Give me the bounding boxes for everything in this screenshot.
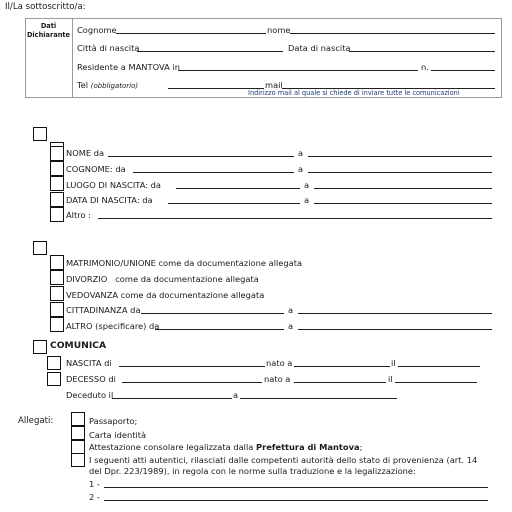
cognome-a-field[interactable] <box>308 172 492 173</box>
matrimonio-checkbox[interactable] <box>50 255 64 270</box>
deceduto-label: Deceduto il <box>66 390 114 400</box>
intro-text: Il/La sottoscritto/a: <box>5 2 86 12</box>
altro-label: Altro : <box>66 210 91 220</box>
nascita-nato-label: nato a <box>266 358 293 368</box>
nome-da-label: NOME da <box>66 148 105 158</box>
deceduto-a-label: a <box>233 390 239 400</box>
cognome-da-field[interactable] <box>133 172 294 173</box>
nome-da-field[interactable] <box>108 156 294 157</box>
luogo-da-label: LUOGO DI NASCITA: da <box>66 180 162 190</box>
comunica-title: COMUNICA <box>50 340 107 351</box>
cittadinanza-checkbox[interactable] <box>50 302 64 317</box>
tel-label <box>77 80 138 91</box>
citta-nascita-label: Città di nascita <box>77 43 140 53</box>
cittadinanza-da-field[interactable] <box>141 313 284 314</box>
nome-label: nome <box>267 25 291 35</box>
data-checkbox[interactable] <box>50 192 64 207</box>
section1-checkbox[interactable] <box>33 127 47 141</box>
cittadinanza-da-label: CITTADINANZA da <box>66 305 141 315</box>
altro2-da-label: ALTRO (specificare) da <box>66 321 160 331</box>
decesso-checkbox[interactable] <box>47 372 61 386</box>
numero-field[interactable] <box>431 70 495 71</box>
vedovanza-checkbox[interactable] <box>50 286 64 301</box>
altro2-checkbox[interactable] <box>50 317 64 332</box>
divorzio-label: DIVORZIO come da documentazione allegata <box>66 274 259 284</box>
dichiarante-divider <box>72 18 73 98</box>
cittadinanza-a-field[interactable] <box>298 313 492 314</box>
cognome-checkbox[interactable] <box>50 161 64 176</box>
cognome-a-label: a <box>298 164 304 174</box>
nascita-il-label: il <box>391 358 396 368</box>
citta-nascita-field[interactable] <box>137 51 283 52</box>
nascita-nato-field[interactable] <box>294 366 390 367</box>
cognome-label: Cognome <box>77 25 117 35</box>
deceduto-a-field[interactable] <box>240 398 397 399</box>
cognome-da-label: COGNOME: da <box>66 164 126 174</box>
passaporto-label: Passaporto; <box>89 416 138 426</box>
altro-field[interactable] <box>98 218 492 219</box>
divorzio-checkbox[interactable] <box>50 270 64 285</box>
luogo-checkbox[interactable] <box>50 176 64 191</box>
vedovanza-label: VEDOVANZA come da documentazione allegata <box>66 290 265 300</box>
mail-note: Indirizzo mail al quale si chiede di inviare tutte le comunicazioni <box>248 89 460 97</box>
atti-autentici-checkbox[interactable] <box>71 453 85 467</box>
luogo-a-label: a <box>304 180 310 190</box>
nascita-il-field[interactable] <box>398 366 480 367</box>
data-nascita-label: Data di nascita <box>288 43 351 53</box>
carta-identita-checkbox[interactable] <box>71 426 85 440</box>
decesso-nato-field[interactable] <box>294 382 386 383</box>
decesso-nato-label: nato a <box>264 374 291 384</box>
dichiarante-heading-line2: Dichiarante <box>26 31 71 39</box>
cittadinanza-a-label: a <box>288 305 294 315</box>
comunica-checkbox[interactable] <box>33 340 47 354</box>
numero-label: n. <box>421 62 429 72</box>
data-a-label: a <box>304 195 310 205</box>
deceduto-il-field[interactable] <box>112 398 232 399</box>
atti-autentici-line2: del Dpr. 223/1989), in regola con le norme sulla traduzione e la legalizzazione: <box>89 466 416 476</box>
attestazione-label <box>89 442 362 452</box>
decesso-il-field[interactable] <box>395 382 477 383</box>
nascita-checkbox[interactable] <box>47 356 61 370</box>
nome-a-label: a <box>298 148 304 158</box>
mail-label: mail <box>265 80 283 90</box>
data-a-field[interactable] <box>314 203 492 204</box>
dichiarante-heading-line1: Dati <box>40 22 57 30</box>
tel-label-text: Tel <box>77 80 89 90</box>
list-item-2-label: 2 - <box>89 492 100 502</box>
luogo-a-field[interactable] <box>314 188 492 189</box>
attestazione-checkbox[interactable] <box>71 440 85 454</box>
nome-field[interactable] <box>290 33 495 34</box>
residente-field[interactable] <box>178 70 418 71</box>
data-da-label: DATA DI NASCITA: da <box>66 195 153 205</box>
data-da-field[interactable] <box>168 203 300 204</box>
list-item-1-field[interactable] <box>104 487 488 488</box>
nome-a-field[interactable] <box>308 156 492 157</box>
prefettura-text: Prefettura di Mantova <box>256 442 360 452</box>
carta-identita-label: Carta identità <box>89 430 147 440</box>
list-item-1-label: 1 - <box>89 479 100 489</box>
passaporto-checkbox[interactable] <box>71 412 85 426</box>
dichiarante-heading <box>25 22 72 40</box>
residente-label: Residente a MANTOVA in <box>77 62 180 72</box>
decesso-label: DECESSO di <box>66 374 116 384</box>
cognome-field[interactable] <box>116 33 266 34</box>
altro2-a-field[interactable] <box>298 329 492 330</box>
luogo-da-field[interactable] <box>176 188 300 189</box>
nome-checkbox[interactable] <box>50 146 64 161</box>
matrimonio-label: MATRIMONIO/UNIONE come da documentazione allegata <box>66 258 303 268</box>
altro-checkbox[interactable] <box>50 207 64 222</box>
allegati-label: Allegati: <box>18 416 54 426</box>
altro2-a-label: a <box>288 321 294 331</box>
tel-note: (obbligatorio) <box>90 82 139 90</box>
nascita-label: NASCITA di <box>66 358 112 368</box>
list-item-2-field[interactable] <box>104 500 488 501</box>
nascita-field[interactable] <box>119 366 265 367</box>
atti-autentici-label: I seguenti atti autentici, rilasciati dalle competenti autorità dello stato di provenienza (art. 14 <box>89 455 478 465</box>
decesso-field[interactable] <box>122 382 262 383</box>
attestazione-text: Attestazione consolare legalizzata dalla <box>89 442 254 452</box>
section2-checkbox[interactable] <box>33 241 47 255</box>
data-nascita-field[interactable] <box>349 51 495 52</box>
attestazione-end: ; <box>359 442 363 452</box>
decesso-il-label: il <box>388 374 393 384</box>
altro2-da-field[interactable] <box>155 329 284 330</box>
